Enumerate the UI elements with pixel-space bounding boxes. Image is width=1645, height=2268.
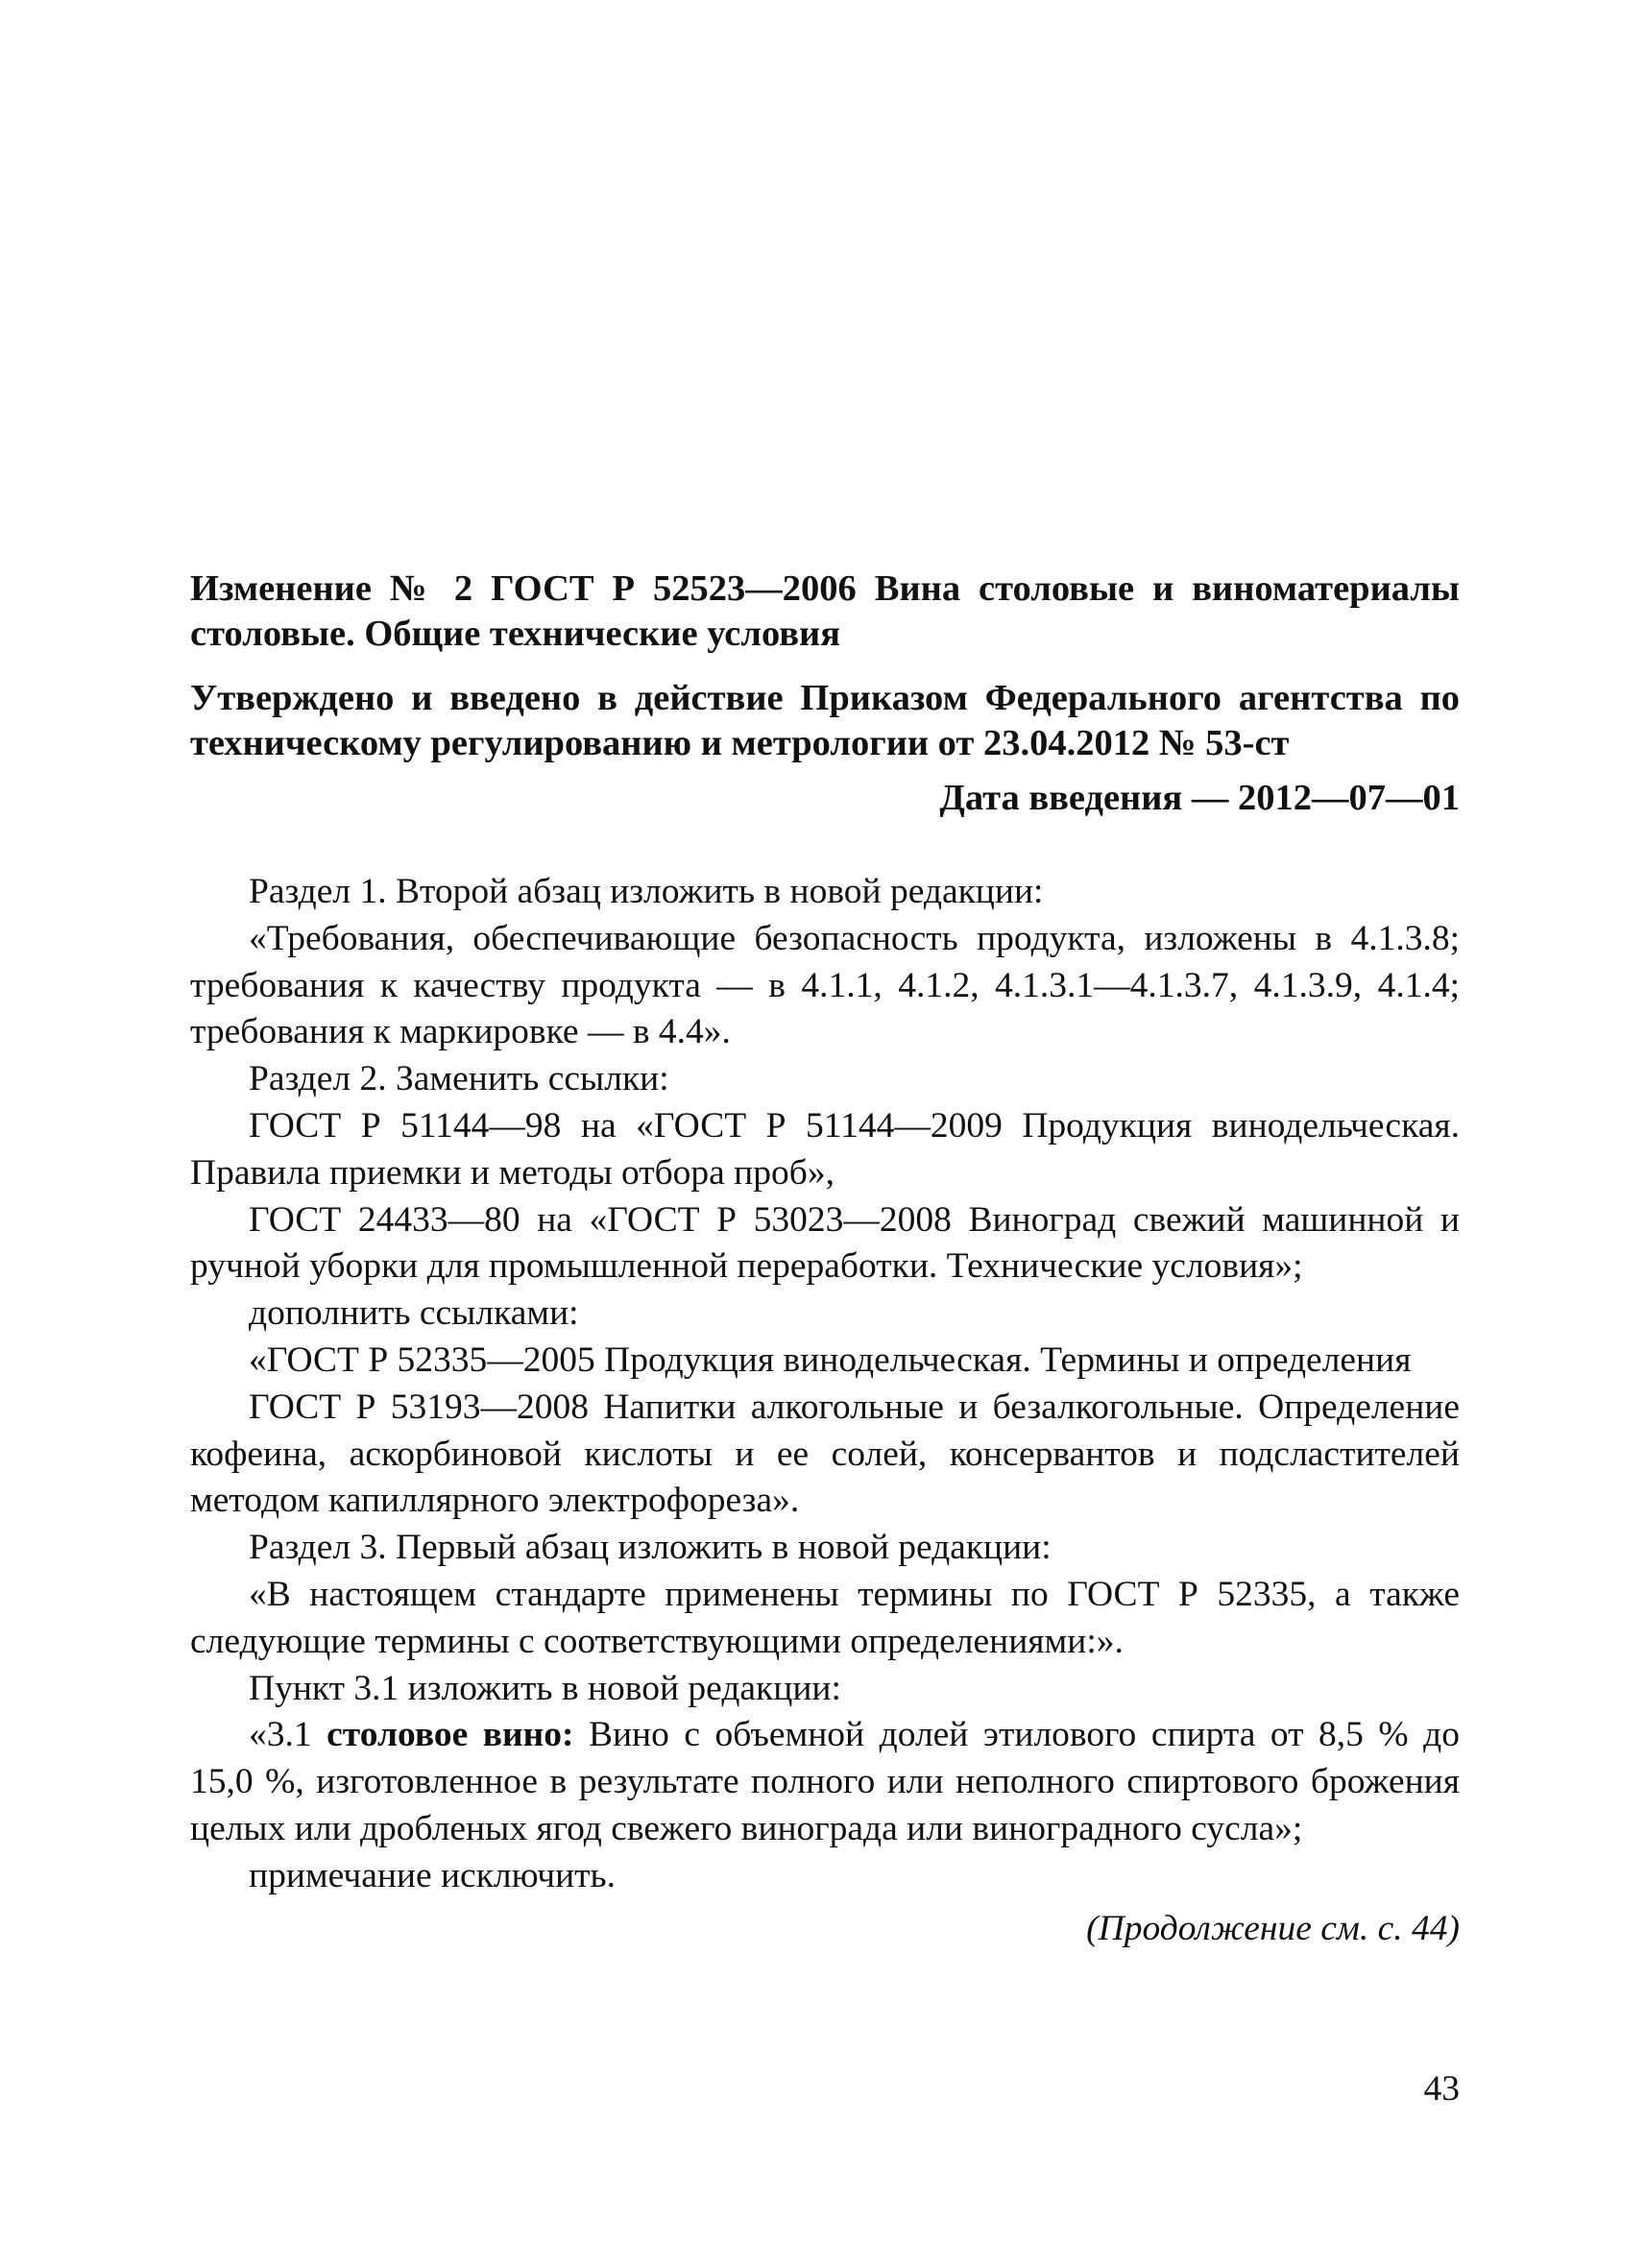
paragraph: Раздел 2. Заменить ссылки: (249, 1059, 669, 1099)
paragraph: примечание исключить. (249, 1855, 617, 1895)
paragraph: дополнить ссылками: (249, 1293, 579, 1334)
introduction-date: Дата введения — 2012—07—01 (939, 778, 1460, 818)
paragraph: Раздел 1. Второй абзац изложить в новой редакции: (249, 872, 1044, 911)
definition-paragraph (190, 1712, 1460, 1852)
approval-statement: Утверждено и введено в действие Приказом Федерального агентства по техническому регулированию и метрологии от 23.04.2012 № 53-ст (190, 678, 1460, 763)
paragraph: Раздел 3. Первый абзац изложить в новой редакции: (249, 1528, 1052, 1568)
paragraph: Пункт 3.1 изложить в новой редакции: (249, 1668, 841, 1708)
definition-term: столовое вино: (327, 1715, 574, 1755)
paragraph: ГОСТ 24433—80 на «ГОСТ Р 53023—2008 Виноград свежий машинной и ручной уборки для промышленной переработки. Технические условия»; (190, 1199, 1460, 1287)
definition-prefix: «3.1 (249, 1715, 327, 1755)
paragraph: ГОСТ Р 51144—98 на «ГОСТ Р 51144—2009 Продукция винодельческая. Правила приемки и методы отбора проб», (190, 1105, 1460, 1193)
definition-text: Вино с объемной долей этилового спирта от 8,5 % до 15,0 %, изготовленное в результате полного или неполного спиртового брожения целых или дробленых ягод свежего винограда или виноградного сусла»; (190, 1715, 1460, 1848)
page-number: 43 (1423, 2069, 1460, 2109)
document-page (190, 0, 1460, 2268)
document-body (190, 869, 1460, 1900)
document-header (190, 567, 1460, 821)
change-title: Изменение № 2 ГОСТ Р 52523—2006 Вина столовые и виноматериалы столовые. Общие технические условия (190, 568, 1460, 654)
continuation-note: (Продолжение см. с. 44) (1086, 1909, 1460, 1948)
paragraph: «ГОСТ Р 52335—2005 Продукция винодельческая. Термины и определения (249, 1339, 1412, 1380)
paragraph: «Требования, обеспечивающие безопасность продукта, изложены в 4.1.3.8; требования к качеству продукта — в 4.1.1, 4.1.2, 4.1.3.1—4.1.3.7, 4.1.3.9, 4.1.4; требования к маркировке — в 4.4». (190, 918, 1460, 1052)
paragraph: «В настоящем стандарте применены термины по ГОСТ Р 52335, а также следующие термины с соответствующими определениями:». (190, 1574, 1460, 1661)
paragraph: ГОСТ Р 53193—2008 Напитки алкогольные и безалкогольные. Определение кофеина, аскорбиновой кислоты и ее солей, консервантов и подсластителей методом капиллярного электрофореза». (190, 1387, 1460, 1521)
